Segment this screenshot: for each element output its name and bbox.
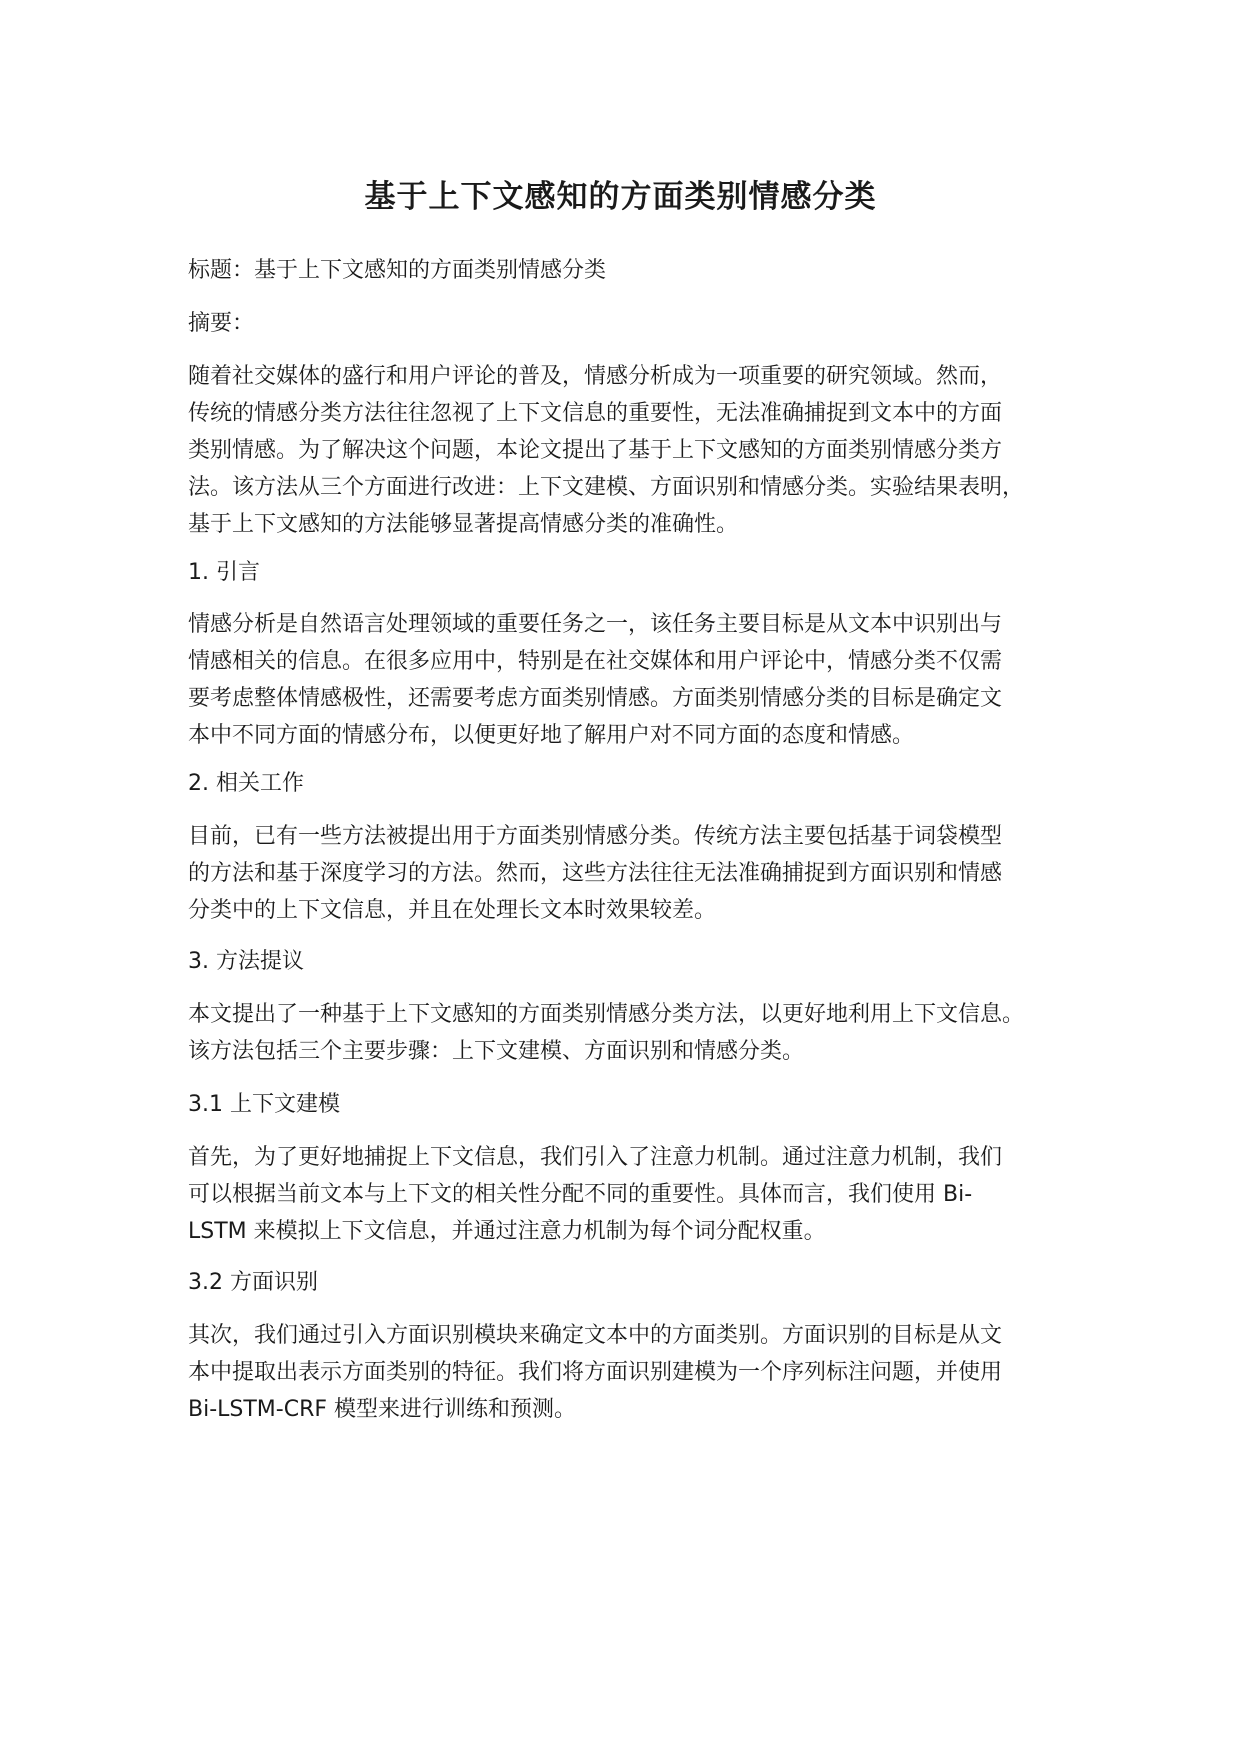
text-line: 本文提出了一种基于上下文感知的方面类别情感分类方法，以更好地利用上下文信息。 (188, 1002, 1025, 1027)
text-line: 其次，我们通过引入方面识别模块来确定文本中的方面类别。方面识别的目标是从文 (188, 1323, 1003, 1348)
text-line: 该方法包括三个主要步骤：上下文建模、方面识别和情感分类。 (188, 1039, 805, 1064)
text-line: 情感相关的信息。在很多应用中，特别是在社交媒体和用户评论中，情感分类不仅需 (188, 649, 1003, 674)
abstract-paragraph (188, 358, 1068, 543)
text-line: 传统的情感分类方法往往忽视了上下文信息的重要性，无法准确捕捉到文本中的方面 (188, 401, 1003, 426)
section-heading-related-work: 2. 相关工作 (188, 771, 304, 796)
section-body-introduction (188, 606, 1068, 754)
text-line: 情感分析是自然语言处理领域的重要任务之一，该任务主要目标是从文本中识别出与 (188, 612, 1003, 637)
title-label-paragraph: 标题：基于上下文感知的方面类别情感分类 (188, 258, 607, 283)
text-line: 本中不同方面的情感分布，以便更好地了解用户对不同方面的态度和情感。 (188, 723, 915, 748)
section-body-aspect-recognition (188, 1317, 1068, 1428)
section-heading-method: 3. 方法提议 (188, 949, 304, 974)
text-line: 可以根据当前文本与上下文的相关性分配不同的重要性。具体而言，我们使用 Bi- (188, 1182, 973, 1207)
text-line: 要考虑整体情感极性，还需要考虑方面类别情感。方面类别情感分类的目标是确定文 (188, 686, 1003, 711)
text-line: Bi-LSTM-CRF 模型来进行训练和预测。 (188, 1397, 577, 1422)
section-heading-aspect-recognition: 3.2 方面识别 (188, 1270, 318, 1295)
section-heading-introduction: 1. 引言 (188, 560, 260, 585)
text-line: 分类中的上下文信息，并且在处理长文本时效果较差。 (188, 898, 717, 923)
section-body-method (188, 996, 1068, 1070)
text-line: 本中提取出表示方面类别的特征。我们将方面识别建模为一个序列标注问题，并使用 (188, 1360, 1003, 1385)
section-body-related-work (188, 818, 1068, 929)
text-line: 目前，已有一些方法被提出用于方面类别情感分类。传统方法主要包括基于词袋模型 (188, 824, 1003, 849)
section-body-context-modeling (188, 1139, 1068, 1250)
text-line: 基于上下文感知的方法能够显著提高情感分类的准确性。 (188, 512, 739, 537)
abstract-label: 摘要： (188, 311, 255, 336)
document-title: 基于上下文感知的方面类别情感分类 (364, 179, 877, 215)
text-line: 的方法和基于深度学习的方法。然而，这些方法往往无法准确捕捉到方面识别和情感 (188, 861, 1003, 886)
text-line: 法。该方法从三个方面进行改进：上下文建模、方面识别和情感分类。实验结果表明， (188, 475, 1025, 500)
text-line: 类别情感。为了解决这个问题，本论文提出了基于上下文感知的方面类别情感分类方 (188, 438, 1003, 463)
text-line: 随着社交媒体的盛行和用户评论的普及，情感分析成为一项重要的研究领域。然而， (188, 364, 1003, 389)
section-heading-context-modeling: 3.1 上下文建模 (188, 1092, 340, 1117)
text-line: LSTM 来模拟上下文信息，并通过注意力机制为每个词分配权重。 (188, 1219, 826, 1244)
text-line: 首先，为了更好地捕捉上下文信息，我们引入了注意力机制。通过注意力机制，我们 (188, 1145, 1003, 1170)
